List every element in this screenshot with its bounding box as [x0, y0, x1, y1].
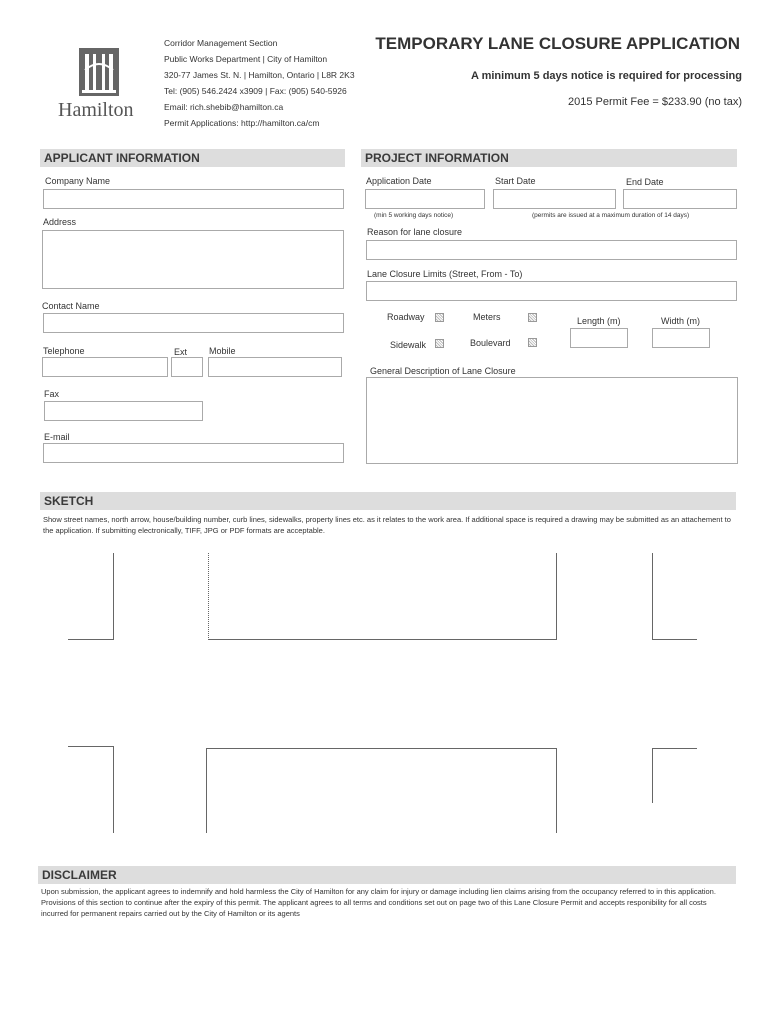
permit-fee: 2015 Permit Fee = $233.90 (no tax) [568, 96, 742, 108]
reason-field[interactable] [366, 240, 737, 260]
company-field[interactable] [43, 189, 344, 209]
start-date-label: Start Date [495, 176, 536, 186]
address-field[interactable] [42, 230, 344, 289]
telephone-label: Telephone [43, 346, 85, 356]
address-line: Corridor Management Section [164, 38, 278, 48]
application-date-label: Application Date [366, 176, 432, 186]
mobile-field[interactable] [208, 357, 342, 377]
contact-field[interactable] [43, 313, 344, 333]
form-title: TEMPORARY LANE CLOSURE APPLICATION [375, 34, 740, 53]
application-date-field[interactable] [365, 189, 485, 209]
length-field[interactable] [570, 328, 628, 348]
ext-label: Ext [174, 347, 188, 357]
hamilton-crest-icon [58, 44, 148, 104]
roadway-label: Roadway [387, 312, 425, 322]
address-line: 320-77 James St. N. | Hamilton, Ontario | L8R 2K3 [164, 70, 355, 80]
fax-label: Fax [44, 389, 60, 399]
address-block [164, 38, 355, 129]
disclaimer-heading: DISCLAIMER [38, 866, 736, 884]
email-field[interactable] [43, 443, 344, 463]
width-field[interactable] [652, 328, 710, 348]
duration-note: (permits are issued at a maximum duration of 14 days) [532, 212, 690, 219]
disclaimer-text: Upon submission, the applicant agrees to indemnify and hold harmless the City of Hamilton for any claim for injury or damage including lien claims arising from the occupancy referred to in this application. Provisions of this section to continue after the expiry of this permit. The applicant agrees to all terms and conditions set out on page two of this Lane Closure Permit and accepts responibility for all costs incurred for permanent repairs carried out by the City of Hamilton or its agents [41, 887, 716, 918]
address-line: Public Works Department | City of Hamilton [164, 54, 328, 64]
sketch-corner-bottom-left [68, 746, 114, 833]
address-line: Tel: (905) 546.2424 x3909 | Fax: (905) 540-5926 [164, 86, 347, 96]
start-date-field[interactable] [493, 189, 616, 209]
fax-field[interactable] [44, 401, 203, 421]
contact-label: Contact Name [42, 301, 100, 311]
ext-field[interactable] [171, 357, 203, 377]
hamilton-logo [58, 44, 148, 124]
sketch-corner-bottom-right [652, 748, 697, 803]
telephone-field[interactable] [42, 357, 168, 377]
end-date-label: End Date [626, 177, 664, 187]
applicant-heading: APPLICANT INFORMATION [40, 149, 345, 167]
sketch-inner-box-top [208, 553, 557, 640]
mobile-label: Mobile [209, 346, 236, 356]
limits-field[interactable] [366, 281, 737, 301]
min-days-note: (min 5 working days notice) [374, 212, 454, 219]
address-line: Permit Applications: http://hamilton.ca/cm [164, 118, 320, 128]
company-label: Company Name [45, 176, 111, 186]
project-heading: PROJECT INFORMATION [361, 149, 737, 167]
width-label: Width (m) [661, 316, 700, 326]
sidewalk-checkbox[interactable] [435, 339, 444, 348]
description-label: General Description of Lane Closure [370, 366, 516, 376]
end-date-field[interactable] [623, 189, 737, 209]
roadway-checkbox[interactable] [435, 313, 444, 322]
sketch-instructions: Show street names, north arrow, house/building number, curb lines, sidewalks, property lines etc. as it relates to the work area. If additional space is required a drawing may be submitted as an attachement to the application. If submitting electronically, TIFF, JPG or PDF formats are acceptable. [43, 515, 731, 535]
meters-label: Meters [473, 312, 501, 322]
sketch-corner-top-left [68, 553, 114, 640]
limits-label: Lane Closure Limits (Street, From - To) [367, 269, 523, 279]
description-field[interactable] [366, 377, 738, 464]
address-label: Address [43, 217, 77, 227]
sketch-heading: SKETCH [40, 492, 736, 510]
notice-text: A minimum 5 days notice is required for processing [471, 70, 742, 82]
meters-checkbox[interactable] [528, 313, 537, 322]
email-label: E-mail [44, 432, 70, 442]
reason-label: Reason for lane closure [367, 227, 463, 237]
length-label: Length (m) [577, 316, 621, 326]
sketch-corner-top-right [652, 553, 697, 640]
boulevard-label: Boulevard [470, 338, 511, 348]
sketch-area[interactable] [60, 550, 720, 835]
sidewalk-label: Sidewalk [390, 340, 427, 350]
boulevard-checkbox[interactable] [528, 338, 537, 347]
logo-text: Hamilton [58, 99, 134, 121]
address-line: Email: rich.shebib@hamilton.ca [164, 102, 284, 112]
sketch-inner-box-bottom [206, 748, 557, 833]
